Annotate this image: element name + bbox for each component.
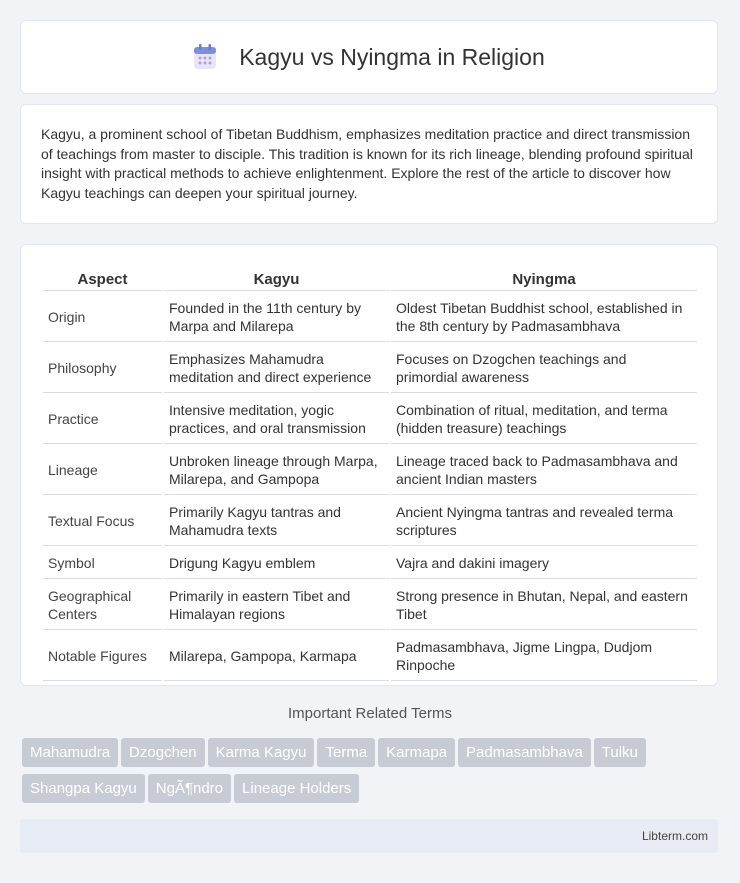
footer [20,819,718,853]
tag-dzogchen[interactable]: Dzogchen [121,738,205,767]
aspect-cell: Origin [43,293,162,342]
nyingma-cell: Vajra and dakini imagery [391,548,697,579]
tag-tulku[interactable]: Tulku [594,738,646,767]
nyingma-cell: Strong presence in Bhutan, Nepal, and eastern Tibet [391,581,697,630]
kagyu-cell: Emphasizes Mahamudra meditation and direct experience [164,344,389,393]
table-row [43,395,697,444]
aspect-cell: Practice [43,395,162,444]
kagyu-cell: Drigung Kagyu emblem [164,548,389,579]
header-aspect: Aspect [43,267,162,291]
nyingma-cell: Combination of ritual, meditation, and terma (hidden treasure) teachings [391,395,697,444]
calendar-icon [193,44,217,70]
aspect-cell: Symbol [43,548,162,579]
kagyu-cell: Milarepa, Gampopa, Karmapa [164,632,389,681]
tag-karma-kagyu[interactable]: Karma Kagyu [208,738,315,767]
table-header-row [43,267,697,291]
kagyu-cell: Primarily in eastern Tibet and Himalayan regions [164,581,389,630]
tag-shangpa-kagyu[interactable]: Shangpa Kagyu [22,774,145,803]
kagyu-cell: Founded in the 11th century by Marpa and Milarepa [164,293,389,342]
intro-text: Kagyu, a prominent school of Tibetan Buddhism, emphasizes meditation practice and direct transmission of teachings from master to disciple. This tradition is known for its rich lineage, blending profound spiritual insight with practical methods to achieve enlightenment. Explore the rest of the article to discover how Kagyu teachings can deepen your spiritual journey. [41,126,693,201]
nyingma-cell: Lineage traced back to Padmasambhava and ancient Indian masters [391,446,697,495]
header-nyingma: Nyingma [391,267,697,291]
nyingma-cell: Oldest Tibetan Buddhist school, established in the 8th century by Padmasambhava [391,293,697,342]
table-row [43,497,697,546]
page-title: Kagyu vs Nyingma in Religion [239,43,545,70]
aspect-cell: Textual Focus [43,497,162,546]
table-row [43,632,697,681]
kagyu-cell: Intensive meditation, yogic practices, and oral transmission [164,395,389,444]
tag-mahamudra[interactable]: Mahamudra [22,738,118,767]
aspect-cell: Notable Figures [43,632,162,681]
nyingma-cell: Focuses on Dzogchen teachings and primordial awareness [391,344,697,393]
aspect-cell: Geographical Centers [43,581,162,630]
comparison-table [41,265,699,683]
tag-lineage-holders[interactable]: Lineage Holders [234,774,359,803]
tag-terma[interactable]: Terma [317,738,375,767]
intro-card [20,104,718,224]
table-row [43,446,697,495]
related-terms-list [22,738,722,810]
table-row [43,581,697,630]
table-row [43,293,697,342]
tag-padmasambhava[interactable]: Padmasambhava [458,738,591,767]
comparison-card [20,244,718,686]
aspect-cell: Philosophy [43,344,162,393]
table-row [43,548,697,579]
page-header [20,20,718,94]
header-kagyu: Kagyu [164,267,389,291]
kagyu-cell: Primarily Kagyu tantras and Mahamudra texts [164,497,389,546]
tag-karmapa[interactable]: Karmapa [378,738,455,767]
kagyu-cell: Unbroken lineage through Marpa, Milarepa, and Gampopa [164,446,389,495]
tag-ngondro[interactable]: NgÃ¶ndro [148,774,231,803]
related-terms-title: Important Related Terms [288,705,452,722]
nyingma-cell: Padmasambhava, Jigme Lingpa, Dudjom Rinpoche [391,632,697,681]
nyingma-cell: Ancient Nyingma tantras and revealed terma scriptures [391,497,697,546]
footer-site-link[interactable]: Libterm.com [641,829,708,843]
aspect-cell: Lineage [43,446,162,495]
table-row [43,344,697,393]
